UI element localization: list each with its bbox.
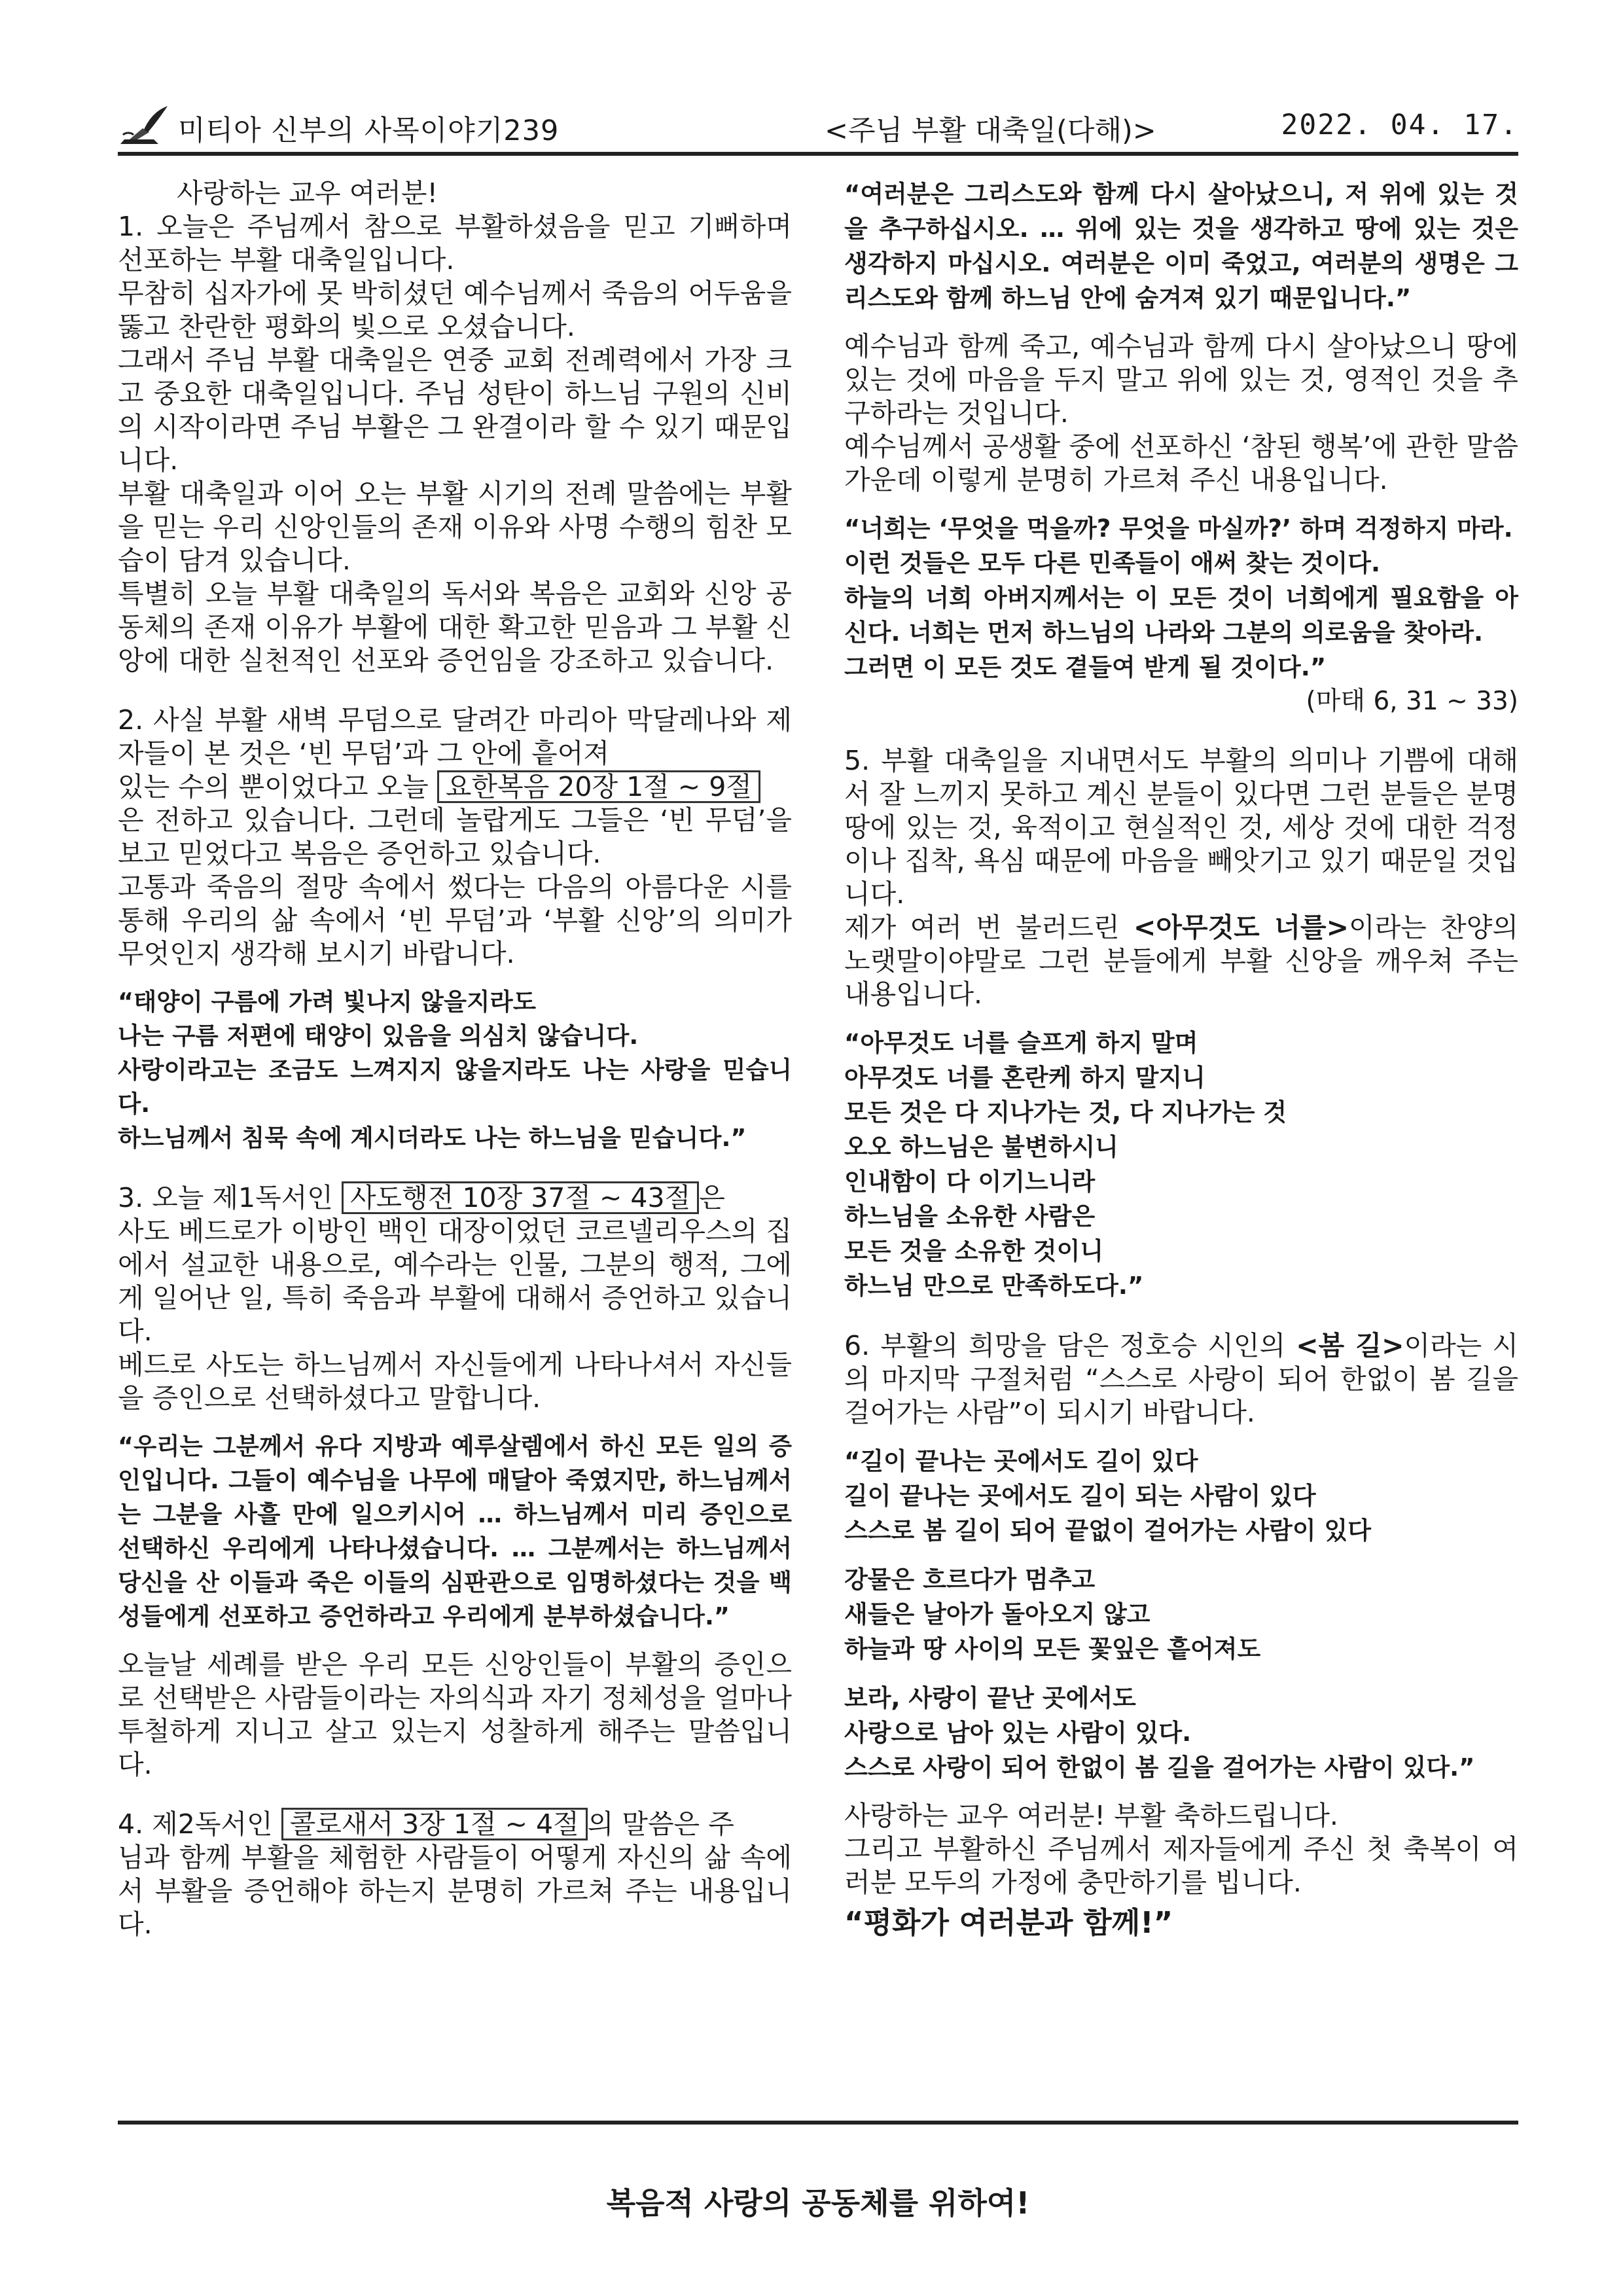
- matthew-quote-3: 하늘의 너희 아버지께서는 이 모든 것이 너희에게 필요함을 아신다. 너희는 먼저 하느님의 나라와 그분의 의로움을 찾아라.: [844, 584, 1518, 647]
- song-title: <아무것도 너를>: [1133, 912, 1349, 943]
- paragraph-2d: 고통과 죽음의 절망 속에서 썼다는 다음의 아름다운 시를 통해 우리의 삶 속에서 ‘빈 무덤’과 ‘부활 신앙’의 의미가 무엇인지 생각해 보시기 바랍니다.: [118, 871, 792, 969]
- gospel-reference: 요한복음 20장 1절 ~ 9절: [437, 770, 760, 803]
- paragraph-1d: 부활 대축일과 이어 오는 부활 시기의 전례 말씀에는 부활을 믿는 우리 신앙인들의 존재 이유와 사명 수행의 힘찬 모습이 담겨 있습니다.: [118, 478, 792, 576]
- poem-line: 하느님께서 침묵 속에 계시더라도 나는 하느님을 믿습니다.”: [118, 1124, 747, 1152]
- paragraph-4a: 님과 함께 부활을 체험한 사람들이 어떻게 자신의 삶 속에서 부활을 증언해야 하는지 분명히 가르쳐 주는 내용입니다.: [118, 1842, 792, 1940]
- song-line: “아무것도 너를 슬프게 하지 말며: [844, 1029, 1198, 1057]
- song-line: 아무것도 너를 혼란케 하지 말지니: [844, 1064, 1205, 1092]
- greeting: 사랑하는 교우 여러분!: [177, 177, 438, 209]
- poem-line: 나는 구름 저편에 태양이 있음을 의심치 않습니다.: [118, 1022, 639, 1050]
- feast-title: <주님 부활 대축일(다해)>: [825, 115, 1156, 147]
- matthew-quote-1: “너희는 ‘무엇을 먹을까? 무엇을 마실까?’ 하며 걱정하지 마라.: [844, 514, 1513, 543]
- paragraph-5a: 5. 부활 대축일을 지내면서도 부활의 의미나 기쁨에 대해서 잘 느끼지 못하고 계신 분들이 있다면 그런 분들은 분명 땅에 있는 것, 육적이고 현실적인 것, 세상 것에 대한 걱정이나 집착, 욕심 때문에 마음을 빼앗기고 있기 때문일 것입니다.: [844, 745, 1518, 910]
- paragraph-5b-suffix: 이라는 찬양의 노랫말이야말로 그런 분들에게 부활 신앙을 깨우쳐 주는 내용입니다.: [844, 912, 1518, 1010]
- paragraph-5b: [844, 911, 1518, 1011]
- footer-motto: 복음적 사랑의 공동체를 위하여!: [606, 2185, 1030, 2221]
- song-line: 하느님 만으로 만족하도다.”: [844, 1272, 1144, 1300]
- paragraph-2c: 은 전하고 있습니다. 그런데 놀랍게도 그들은 ‘빈 무덤’을 보고 믿었다고 복음은 증언하고 있습니다.: [118, 804, 792, 869]
- paragraph-2b-text: 있는 수의 뿐이었다고 오늘: [118, 771, 429, 802]
- paragraph-3a: 사도 베드로가 이방인 백인 대장이었던 코르넬리우스의 집에서 설교한 내용으로, 예수라는 인물, 그분의 행적, 그에게 일어난 일, 특히 죽음과 부활에 대해서 증언하고 있습니다.: [118, 1215, 792, 1347]
- poem-line: 하늘과 땅 사이의 모든 꽃잎은 흩어져도: [844, 1635, 1261, 1663]
- acts-quote: “우리는 그분께서 유다 지방과 예루살렘에서 하신 모든 일의 증인입니다. 그들이 예수님을 나무에 매달아 죽였지만, 하느님께서는 그분을 사흘 만에 일으키시어 … 하느님께서 미리 증인으로 선택하신 우리에게 나타나셨습니다. … 그분께서는 하느님께서 당신을 산 이들과 죽은 이들의 심판관으로 임명하셨다는 것을 백성들에게 선포하고 증언하라고 우리에게 분부하셨습니다.”: [118, 1432, 792, 1630]
- header-rule: [118, 152, 1518, 156]
- poem-line: 보라, 사랑이 끝난 곳에서도: [844, 1684, 1136, 1712]
- ending-line-2: 그리고 부활하신 주님께서 제자들에게 주신 첫 축복이 여러분 모두의 가정에 충만하기를 빕니다.: [844, 1833, 1518, 1898]
- paragraph-3b: 베드로 사도는 하느님께서 자신들에게 나타나셔서 자신들을 증인으로 선택하셨다고 말합니다.: [118, 1349, 792, 1414]
- second-reading-reference: 콜로새서 3장 1절 ~ 4절: [281, 1808, 588, 1840]
- first-reading-reference: 사도행전 10장 37절 ~ 43절: [342, 1181, 699, 1214]
- poem-line: 스스로 사랑이 되어 한없이 봄 길을 걸어가는 사람이 있다.”: [844, 1753, 1475, 1782]
- paragraph-3-text: 3. 오늘 제1독서인: [118, 1182, 333, 1213]
- song-line: 인내함이 다 이기느니라: [844, 1168, 1096, 1196]
- paragraph-3c: 오늘날 세례를 받은 우리 모든 신앙인들이 부활의 증인으로 선택받은 사람들이라는 자의식과 자기 정체성을 얼마나 투철하게 지니고 살고 있는지 성찰하게 해주는 말씀입니다.: [118, 1649, 792, 1780]
- paragraph-4-suffix: 의 말씀은 주: [587, 1808, 734, 1840]
- poem-title: <봄 길>: [1296, 1330, 1404, 1361]
- matthew-quote-4: 그러면 이 모든 것도 곁들여 받게 될 것이다.”: [844, 653, 1327, 681]
- paragraph-2a: 2. 사실 부활 새벽 무덤으로 달려간 마리아 막달레나와 제자들이 본 것은 ‘빈 무덤’과 그 안에 흩어져: [118, 704, 792, 769]
- paragraph-3-suffix: 은: [699, 1182, 725, 1213]
- paragraph-1e: 특별히 오늘 부활 대축일의 독서와 복음은 교회와 신앙 공동체의 존재 이유가 부활에 대한 확고한 믿음과 그 부활 신앙에 대한 실천적인 선포와 증언임을 강조하고 있습니다.: [118, 578, 792, 676]
- paragraph-4b: 예수님과 함께 죽고, 예수님과 함께 다시 살아났으니 땅에 있는 것에 마음을 두지 말고 위에 있는 것, 영적인 것을 추구하라는 것입니다.: [844, 331, 1518, 429]
- paragraph-2b: [118, 770, 792, 804]
- poem-line: 사랑이라고는 조금도 느껴지지 않을지라도 나는 사랑을 믿습니다.: [118, 1056, 792, 1118]
- paragraph-1b: 무참히 십자가에 못 박히셨던 예수님께서 죽음의 어두움을 뚫고 찬란한 평화의 빛으로 오셨습니다.: [118, 278, 792, 342]
- poem-line: 사랑으로 남아 있는 사람이 있다.: [844, 1719, 1192, 1747]
- paragraph-1a: 1. 오늘은 주님께서 참으로 부활하셨음을 믿고 기뻐하며 선포하는 부활 대축일입니다.: [118, 211, 792, 276]
- paragraph-5b-text: 제가 여러 번 불러드린: [844, 912, 1120, 943]
- poem-line: 새들은 날아가 돌아오지 않고: [844, 1600, 1150, 1628]
- matthew-citation: (마태 6, 31 ~ 33): [1306, 687, 1518, 716]
- poem-line: “태양이 구름에 가려 빛나지 않을지라도: [118, 988, 536, 1016]
- matthew-quote-2: 이런 것들은 모두 다른 민족들이 애써 찾는 것이다.: [844, 549, 1381, 577]
- page-header: [118, 98, 1518, 157]
- paragraph-3-intro: [118, 1181, 792, 1215]
- song-line: 하느님을 소유한 사람은: [844, 1202, 1096, 1230]
- paragraph-6: [844, 1329, 1518, 1429]
- song-line: 모든 것은 다 지나가는 것, 다 지나가는 것: [844, 1098, 1287, 1126]
- left-column: [118, 177, 792, 1941]
- paragraph-1c: 그래서 주님 부활 대축일은 연중 교회 전례력에서 가장 크고 중요한 대축일입니다. 주님 성탄이 하느님 구원의 신비의 시작이라면 주님 부활은 그 완결이라 할 수 있기 때문입니다.: [118, 344, 792, 476]
- paragraph-4-intro: [118, 1808, 792, 1841]
- colossians-quote: “여러분은 그리스도와 함께 다시 살아났으니, 저 위에 있는 것을 추구하십시오. … 위에 있는 것을 생각하고 땅에 있는 것은 생각하지 마십시오. 여러분은 이미 죽었고, 여러분의 생명은 그리스도와 함께 하느님 안에 숨겨져 있기 때문입니다.”: [844, 180, 1518, 312]
- poem-line: 길이 끝나는 곳에서도 길이 되는 사람이 있다: [844, 1482, 1316, 1510]
- song-line: 오오 하느님은 불변하시니: [844, 1133, 1118, 1161]
- poem-line: 스스로 봄 길이 되어 끝없이 걸어가는 사람이 있다: [844, 1516, 1372, 1545]
- paragraph-6-text: 6. 부활의 희망을 담은 정호승 시인의: [844, 1330, 1286, 1361]
- closing-blessing: “평화가 여러분과 함께!”: [844, 1905, 1173, 1940]
- song-line: 모든 것을 소유한 것이니: [844, 1237, 1104, 1265]
- quill-inkwell-icon: [118, 103, 170, 149]
- poem-line: “길이 끝나는 곳에서도 길이 있다: [844, 1447, 1198, 1475]
- issue-date: 2022. 04. 17.: [1281, 109, 1518, 141]
- paragraph-4-text: 4. 제2독서인: [118, 1808, 273, 1840]
- paragraph-4c: 예수님께서 공생활 중에 선포하신 ‘참된 행복’에 관한 말씀 가운데 이렇게 분명히 가르쳐 주신 내용입니다.: [844, 431, 1518, 495]
- right-column: [844, 177, 1518, 1943]
- ending-line-1: 사랑하는 교우 여러분! 부활 축하드립니다.: [844, 1800, 1338, 1831]
- series-title: 미티아 신부의 사목이야기239: [178, 115, 560, 147]
- footer-rule: [118, 2121, 1518, 2125]
- poem-line: 강물은 흐르다가 멈추고: [844, 1566, 1096, 1594]
- paragraph-6-suffix: 이라는 시의 마지막 구절처럼 “스스로 사랑이 되어 한없이 봄 길을 걸어가는 사람”이 되시기 바랍니다.: [844, 1330, 1518, 1428]
